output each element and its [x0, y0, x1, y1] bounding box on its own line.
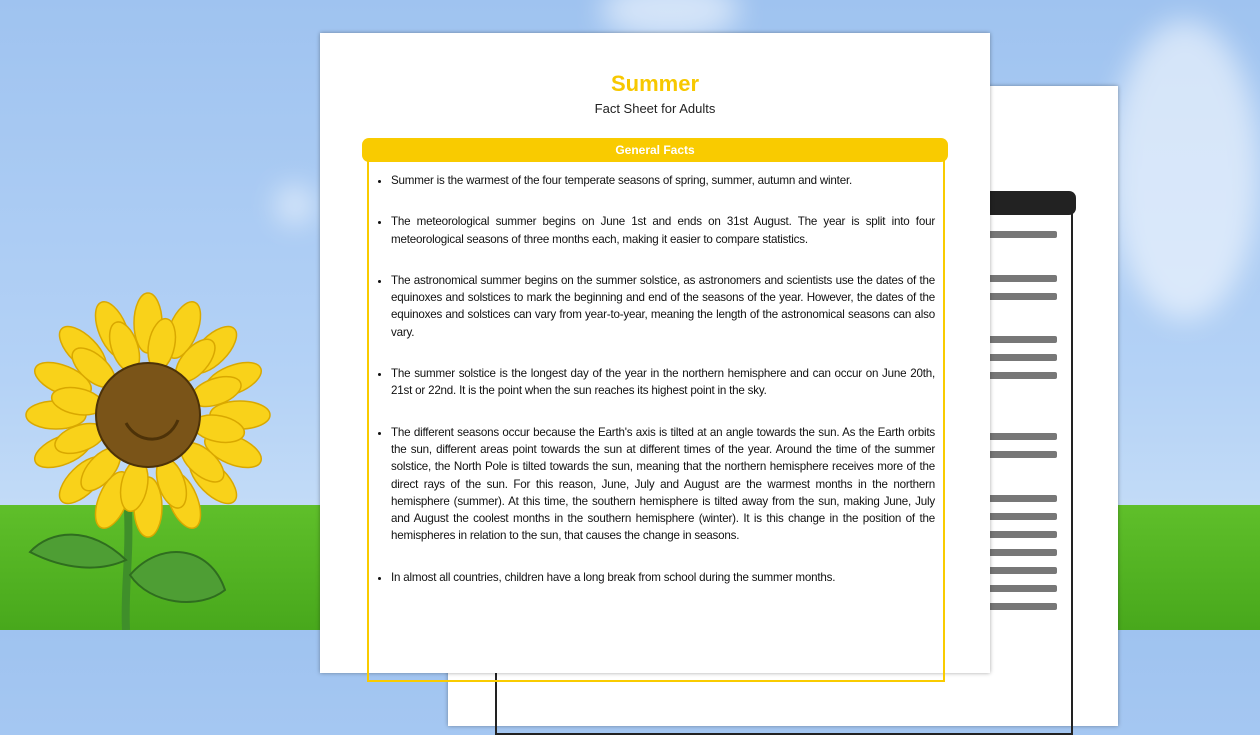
sunflower-illustration	[20, 290, 280, 630]
fact-item: • The meteorological summer begins on June 1st and ends on 31st August. The year is split into four meteorological seasons of three months each, making it easier to compare statistics.	[391, 213, 935, 248]
fact-item: • The astronomical summer begins on the summer solstice, as astronomers and scientists use the dates of the equinoxes and solstices to mark the beginning and end of the seasons of the year. However, the dates of the equinoxes and solstices can vary from year-to-year, meaning the length of the astronomical seasons can also vary.	[391, 272, 935, 341]
page-subtitle: Fact Sheet for Adults	[594, 101, 716, 116]
section-header: General Facts	[362, 138, 948, 162]
cloud	[275, 185, 315, 225]
fact-item: • In almost all countries, children have a long break from school during the summer months.	[391, 569, 935, 586]
cloud	[1110, 20, 1260, 320]
fact-item: • The different seasons occur because the Earth's axis is tilted at an angle towards the sun. As the Earth orbits the sun, different areas point towards the sun at different times of the year. Around the time of the summer solstice, the North Pole is tilted towards the sun, meaning that the northern hemisphere receives more of the direct rays of the sun. For this reason, June, July and August are the warmest months in the northern hemisphere (summer). At this time, the southern hemisphere is tilted away from the sun, making June, July and August the coolest months in the southern hemisphere (winter). It is this change in the position of the hemispheres in relation to the sun, that causes the change in seasons.	[391, 424, 935, 545]
fact-item: • The summer solstice is the longest day of the year in the northern hemisphere and can occur on June 20th, 21st or 22nd. It is the point when the sun reaches its highest point in the sky.	[391, 365, 935, 400]
fact-item: • Summer is the warmest of the four temperate seasons of spring, summer, autumn and winter.	[391, 172, 935, 189]
page-title: Summer	[610, 71, 700, 96]
facts-box	[367, 160, 945, 682]
front-page	[320, 33, 990, 673]
